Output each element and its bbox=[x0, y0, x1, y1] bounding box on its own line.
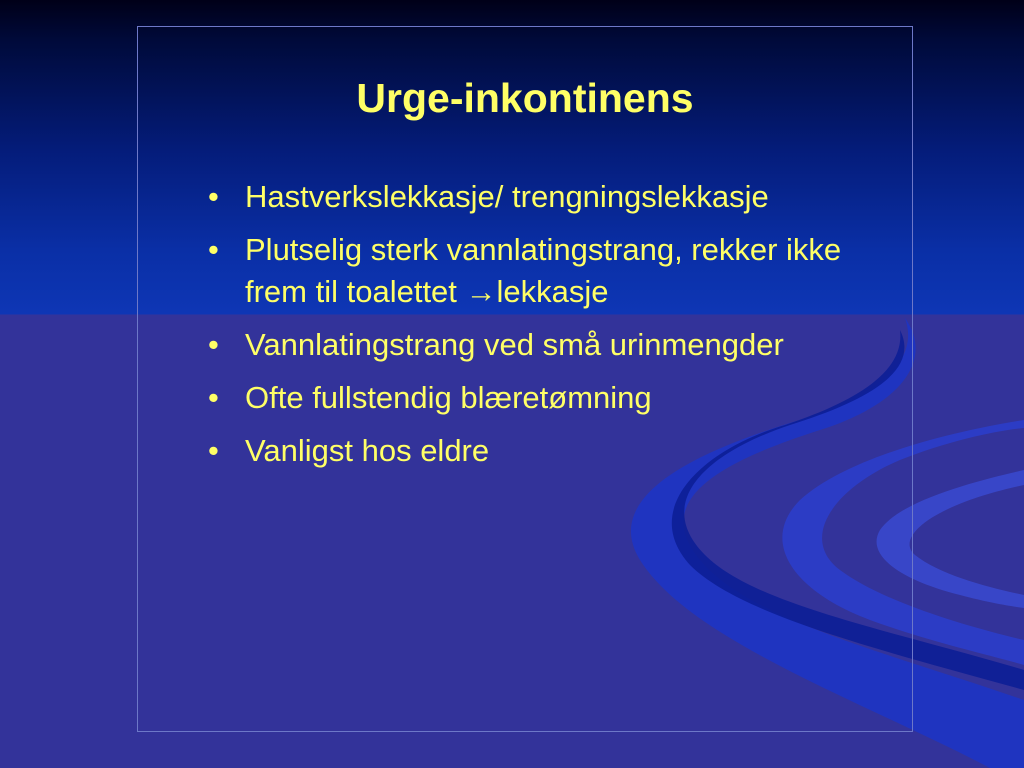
slide-title: Urge-inkontinens bbox=[356, 75, 694, 121]
bullet-item bbox=[208, 324, 848, 366]
bullet-list bbox=[208, 176, 848, 483]
bullet-marker: • bbox=[208, 327, 219, 362]
bullet-text: Hastverkslekkasje/ trengningslekkasje bbox=[245, 179, 769, 214]
bullet-item bbox=[208, 430, 848, 472]
bullet-text: Plutselig sterk vannlatingstrang, rekker ikke frem til toalettet →lekkasje bbox=[245, 232, 842, 309]
bullet-item bbox=[208, 176, 848, 218]
bullet-marker: • bbox=[208, 380, 219, 415]
bullet-item bbox=[208, 229, 848, 313]
bullet-item bbox=[208, 377, 848, 419]
bullet-marker: • bbox=[208, 433, 219, 468]
bullet-marker: • bbox=[208, 179, 219, 214]
bullet-text: Vanligst hos eldre bbox=[245, 433, 490, 468]
bullet-text: Vannlatingstrang ved små urinmengder bbox=[245, 327, 784, 362]
bullet-text: Ofte fullstendig blæretømning bbox=[245, 380, 652, 415]
bullet-marker: • bbox=[208, 232, 219, 267]
